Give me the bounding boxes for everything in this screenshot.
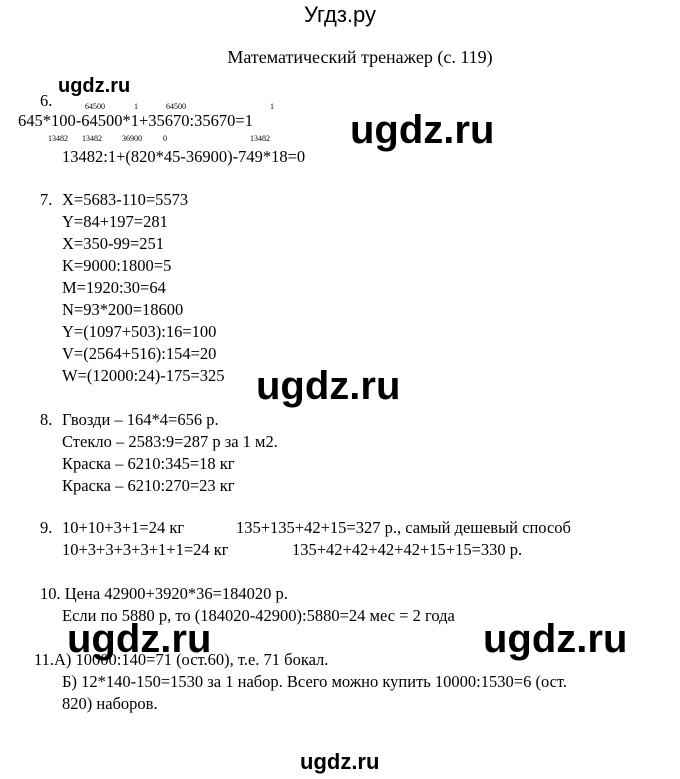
text-line: 10+10+3+1=24 кг [62, 518, 185, 537]
text-line: 820) наборов. [62, 694, 158, 713]
equation-line: W=(12000:24)-175=325 [62, 366, 225, 385]
equation-line: 13482:1+(820*45-36900)-749*18=0 [62, 147, 306, 166]
task-number: 8. [40, 410, 53, 429]
watermark: ugdz.ru [483, 617, 628, 661]
equation-line: M=1920:30=64 [62, 278, 166, 297]
watermark: ugdz.ru [58, 75, 131, 97]
text-line: 10+3+3+3+3+1+1=24 кг [62, 540, 229, 559]
text-line: 10. Цена 42900+3920*36=184020 р. [40, 584, 288, 603]
text-line: 11.А) 10000:140=71 (ост.60), т.е. 71 бокал. [34, 650, 329, 669]
site-title: Угдз.ру [303, 2, 377, 27]
annotation: 1 [270, 102, 274, 111]
equation-line: Y=(1097+503):16=100 [62, 322, 217, 341]
equation-line: N=93*200=18600 [62, 300, 184, 319]
text-line: Гвозди – 164*4=656 р. [62, 410, 219, 429]
equation-line: Y=84+197=281 [62, 212, 168, 231]
equation-line: V=(2564+516):154=20 [62, 344, 217, 363]
equation-line: X=5683-110=5573 [62, 190, 189, 209]
watermark: ugdz.ru [300, 749, 380, 774]
annotation: 13482 [82, 134, 102, 143]
annotation: 64500 [166, 102, 186, 111]
text-line: Стекло – 2583:9=287 р за 1 м2. [62, 432, 278, 451]
equation-line: K=9000:1800=5 [62, 256, 172, 275]
watermark: ugdz.ru [67, 617, 212, 661]
text-line: 135+135+42+15=327 р., самый дешевый способ [236, 518, 571, 537]
text-line: Краска – 6210:270=23 кг [62, 476, 235, 495]
watermark: ugdz.ru [350, 108, 495, 152]
equation-line: X=350-99=251 [62, 234, 165, 253]
text-line: Б) 12*140-150=1530 за 1 набор. Всего можно купить 10000:1530=6 (ост. [62, 672, 568, 691]
annotation: 1 [134, 102, 138, 111]
watermark: ugdz.ru [256, 364, 401, 408]
annotation: 36900 [122, 134, 142, 143]
text-line: Краска – 6210:345=18 кг [62, 454, 235, 473]
task-number: 9. [40, 518, 53, 537]
text-line: Если по 5880 р, то (184020-42900):5880=24 мес = 2 года [62, 606, 455, 625]
annotation: 0 [163, 134, 167, 143]
annotation: 13482 [48, 134, 68, 143]
text-line: 135+42+42+42+42+15+15=330 р. [292, 540, 523, 559]
task-number: 7. [40, 190, 53, 209]
task-number: 6. [40, 91, 53, 110]
equation-line: 645*100-64500*1+35670:35670=1 [18, 111, 253, 130]
annotation: 13482 [250, 134, 270, 143]
page-subtitle: Математический тренажер (с. 119) [227, 47, 493, 67]
annotation: 64500 [85, 102, 105, 111]
